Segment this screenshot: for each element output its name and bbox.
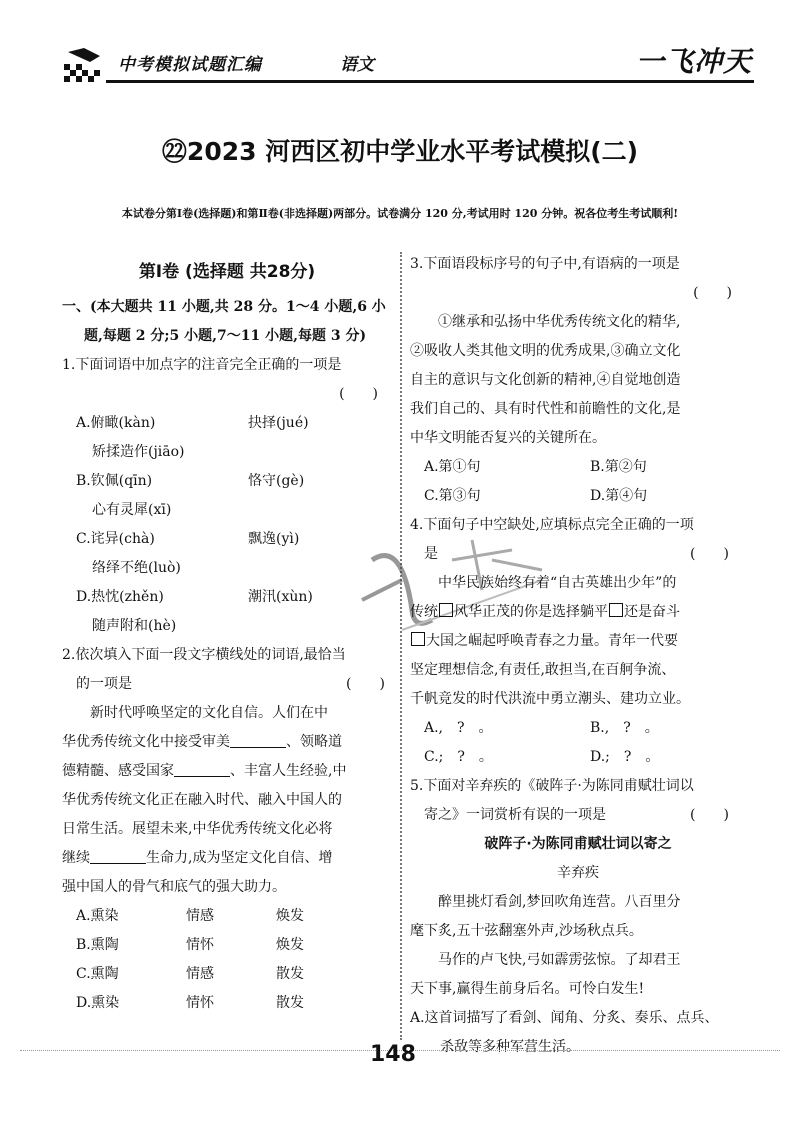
poem-line1: 醉里挑灯看剑,梦回吹角连营。八百里分 (438, 894, 681, 910)
poem-title: 破阵子·为陈同甫赋壮词以寄之 (484, 836, 672, 852)
q4-passage-line2 (410, 598, 746, 627)
q3-options-row2 (410, 482, 746, 511)
q2-p6a: 继续 (62, 850, 90, 866)
q1-d-word2: 潮汛(xùn) (248, 589, 313, 605)
q1-b-word2: 恪守(gè) (248, 473, 305, 489)
q5-option-a-line1[interactable]: A.这首词描写了看剑、闻角、分炙、奏乐、点兵、 (410, 1010, 719, 1026)
q2-blank-1[interactable] (230, 733, 286, 748)
q4-blank-box-1[interactable] (439, 603, 453, 617)
poem-line2: 麾下炙,五十弦翻塞外声,沙场秋点兵。 (410, 923, 643, 939)
q3-option-d[interactable]: D.第④句 (590, 488, 648, 504)
q1-b-word1: B.钦佩(qīn) (76, 473, 153, 489)
q2-blank-3[interactable] (90, 849, 146, 864)
section-instructions-line2: 题,每题 2 分;5 小题,7～11 小题,每题 3 分) (84, 328, 367, 344)
book-title: 中考模拟试题汇编 (118, 55, 262, 75)
q5-option-a-line2: 杀敌等多种军营生活。 (440, 1039, 580, 1055)
q2-stem-line1: 2.依次填入下面一段文字横线处的词语,最恰当 (62, 647, 346, 663)
q2-d-1: D.熏染 (76, 995, 120, 1011)
q5-stem-line1: 5.下面对辛弃疾的《破阵子·为陈同甫赋壮词以 (410, 778, 694, 794)
q3-passage-line5: 中华文明能否复兴的关键所在。 (410, 430, 606, 446)
q2-p2b: 、领略道 (286, 734, 342, 750)
page-number: 148 (370, 1042, 416, 1067)
poem-line4: 天下事,赢得生前身后名。可怜白发生! (410, 981, 645, 997)
q3-options-row1 (410, 453, 746, 482)
q2-option-d[interactable] (62, 989, 392, 1018)
q3-option-a[interactable]: A.第①句 (424, 459, 481, 475)
q1-c-word1: C.诧异(chà) (76, 531, 155, 547)
q4-option-a[interactable]: A., ? 。 (424, 720, 493, 736)
q4-blank-box-3[interactable] (411, 632, 425, 646)
q1-c-word3: 络绎不绝(luò) (92, 560, 181, 576)
q3-passage-line1: ①继承和弘扬中华优秀传统文化的精华, (438, 314, 681, 330)
q2-passage-line1: 新时代呼唤坚定的文化自信。人们在中 (90, 705, 328, 721)
q2-c-1: C.熏陶 (76, 966, 119, 982)
q3-option-b[interactable]: B.第②句 (590, 459, 647, 475)
q2-passage-line5: 日常生活。展望未来,中华优秀传统文化必将 (62, 821, 333, 837)
q2-d-2: 情怀 (186, 995, 214, 1011)
q3-passage-line4: 我们自己的、具有时代性和前瞻性的文化,是 (410, 401, 681, 417)
q2-passage-line2 (62, 728, 392, 757)
q2-passage-line7: 强中国人的骨气和底气的强大助力。 (62, 879, 286, 895)
exam-intro: 本试卷分第Ⅰ卷(选择题)和第Ⅱ卷(非选择题)两部分。试卷满分 120 分,考试用时 120 分钟。祝各位考生考试顺利! (121, 207, 679, 220)
q1-a-word1: A.俯瞰(kàn) (76, 415, 156, 431)
q2-d-3: 散发 (276, 995, 304, 1011)
q2-a-2: 情感 (186, 908, 214, 924)
q2-stem-line2-row (62, 670, 392, 699)
q4-passage-line5: 千帆竞发的时代洪流中勇立潮头、建功立业。 (410, 691, 690, 707)
q2-option-a[interactable] (62, 902, 392, 931)
checkered-logo-icon (62, 46, 106, 86)
q2-passage-line3 (62, 757, 392, 786)
q4-p2a: 传统 (410, 604, 438, 620)
q2-p6b: 生命力,成为坚定文化自信、增 (146, 850, 333, 866)
q4-option-c[interactable]: C.; ? 。 (424, 749, 493, 765)
q4-options-row1 (410, 714, 746, 743)
q4-option-b[interactable]: B., ? 。 (590, 720, 659, 736)
q2-a-1: A.熏染 (76, 908, 119, 924)
header-rule (106, 80, 754, 83)
q5-answer-paren: ( ) (690, 807, 729, 823)
q3-passage-line2: ②吸收人类其他文明的优秀成果,③确立文化 (410, 343, 681, 359)
q4-p2b: 风华正茂的你是选择躺平 (454, 604, 608, 620)
q4-stem-line2: 是 (424, 546, 438, 562)
q3-passage-line3: 自主的意识与文化创新的精神,④自觉地创造 (410, 372, 681, 388)
q2-b-1: B.熏陶 (76, 937, 119, 953)
q4-answer-paren: ( ) (690, 546, 729, 562)
q2-answer-paren: ( ) (346, 676, 385, 692)
q3-answer-paren: ( ) (693, 285, 732, 301)
q2-option-b[interactable] (62, 931, 392, 960)
q1-c-word2: 飘逸(yì) (248, 531, 300, 547)
q1-a-word3: 矫揉造作(jiāo) (92, 444, 185, 460)
q2-c-2: 情感 (186, 966, 214, 982)
q1-option-a[interactable] (62, 409, 392, 438)
section-heading: 第Ⅰ卷 (选择题 共28分) (138, 262, 316, 282)
q4-passage-line1: 中华民族始终有着“自古英雄出少年”的 (438, 575, 677, 591)
q5-stem-line2-row (410, 801, 746, 830)
q4-stem-line2-row (410, 540, 746, 569)
q1-d-word1: D.热忱(zhěn) (76, 589, 164, 605)
q1-a-word2: 抉择(jué) (248, 415, 309, 431)
section-instructions-line1: 一、(本大题共 11 小题,共 28 分。1～4 小题,6 小 (62, 299, 386, 315)
q1-d-word3: 随声附和(hè) (92, 618, 177, 634)
q4-option-d[interactable]: D.; ? 。 (590, 749, 660, 765)
q4-stem-line1: 4.下面句子中空缺处,应填标点完全正确的一项 (410, 517, 694, 533)
q2-b-2: 情怀 (186, 937, 214, 953)
q1-b-word3: 心有灵犀(xī) (92, 502, 172, 518)
q2-p3a: 德精髓、感受国家 (62, 763, 174, 779)
q2-c-3: 散发 (276, 966, 304, 982)
q2-blank-2[interactable] (174, 762, 230, 777)
q1-answer-paren: ( ) (339, 386, 378, 402)
q2-option-c[interactable] (62, 960, 392, 989)
q4-p3: 大国之崛起呼唤青春之力量。青年一代要 (426, 633, 678, 649)
q4-p2c: 还是奋斗 (624, 604, 680, 620)
brand-name: 一飞冲天 (635, 45, 752, 78)
q2-a-3: 焕发 (276, 908, 304, 924)
poem-line3: 马作的卢飞快,弓如霹雳弦惊。了却君王 (438, 952, 681, 968)
q3-option-c[interactable]: C.第③句 (424, 488, 481, 504)
page-header (62, 46, 752, 86)
q2-p3b: 、丰富人生经验,中 (230, 763, 347, 779)
q2-passage-line4: 华优秀传统文化正在融入时代、融入中国人的 (62, 792, 342, 808)
q4-passage-line3 (410, 627, 746, 656)
q5-stem-line2: 寄之》一词赏析有误的一项是 (424, 807, 606, 823)
q4-passage-line4: 坚定理想信念,有责任,敢担当,在百舸争流、 (410, 662, 676, 678)
q2-p2a: 华优秀传统文化中接受审美 (62, 734, 230, 750)
q1-option-c[interactable] (62, 525, 392, 554)
q3-stem: 3.下面语段标序号的句子中,有语病的一项是 (410, 256, 680, 272)
q1-option-d[interactable] (62, 583, 392, 612)
q2-passage-line6 (62, 844, 392, 873)
q1-stem: 1.下面词语中加点字的注音完全正确的一项是 (62, 357, 342, 373)
q2-b-3: 焕发 (276, 937, 304, 953)
subject-label: 语文 (340, 55, 374, 75)
q1-option-b[interactable] (62, 467, 392, 496)
q2-stem-line2: 的一项是 (76, 676, 132, 692)
right-column (410, 250, 746, 1062)
poem-author: 辛弃疾 (557, 865, 599, 881)
left-column (62, 258, 392, 1018)
q4-options-row2 (410, 743, 746, 772)
page-title: ㉒2023 河西区初中学业水平考试模拟(二) (161, 137, 639, 166)
q4-blank-box-2[interactable] (609, 603, 623, 617)
